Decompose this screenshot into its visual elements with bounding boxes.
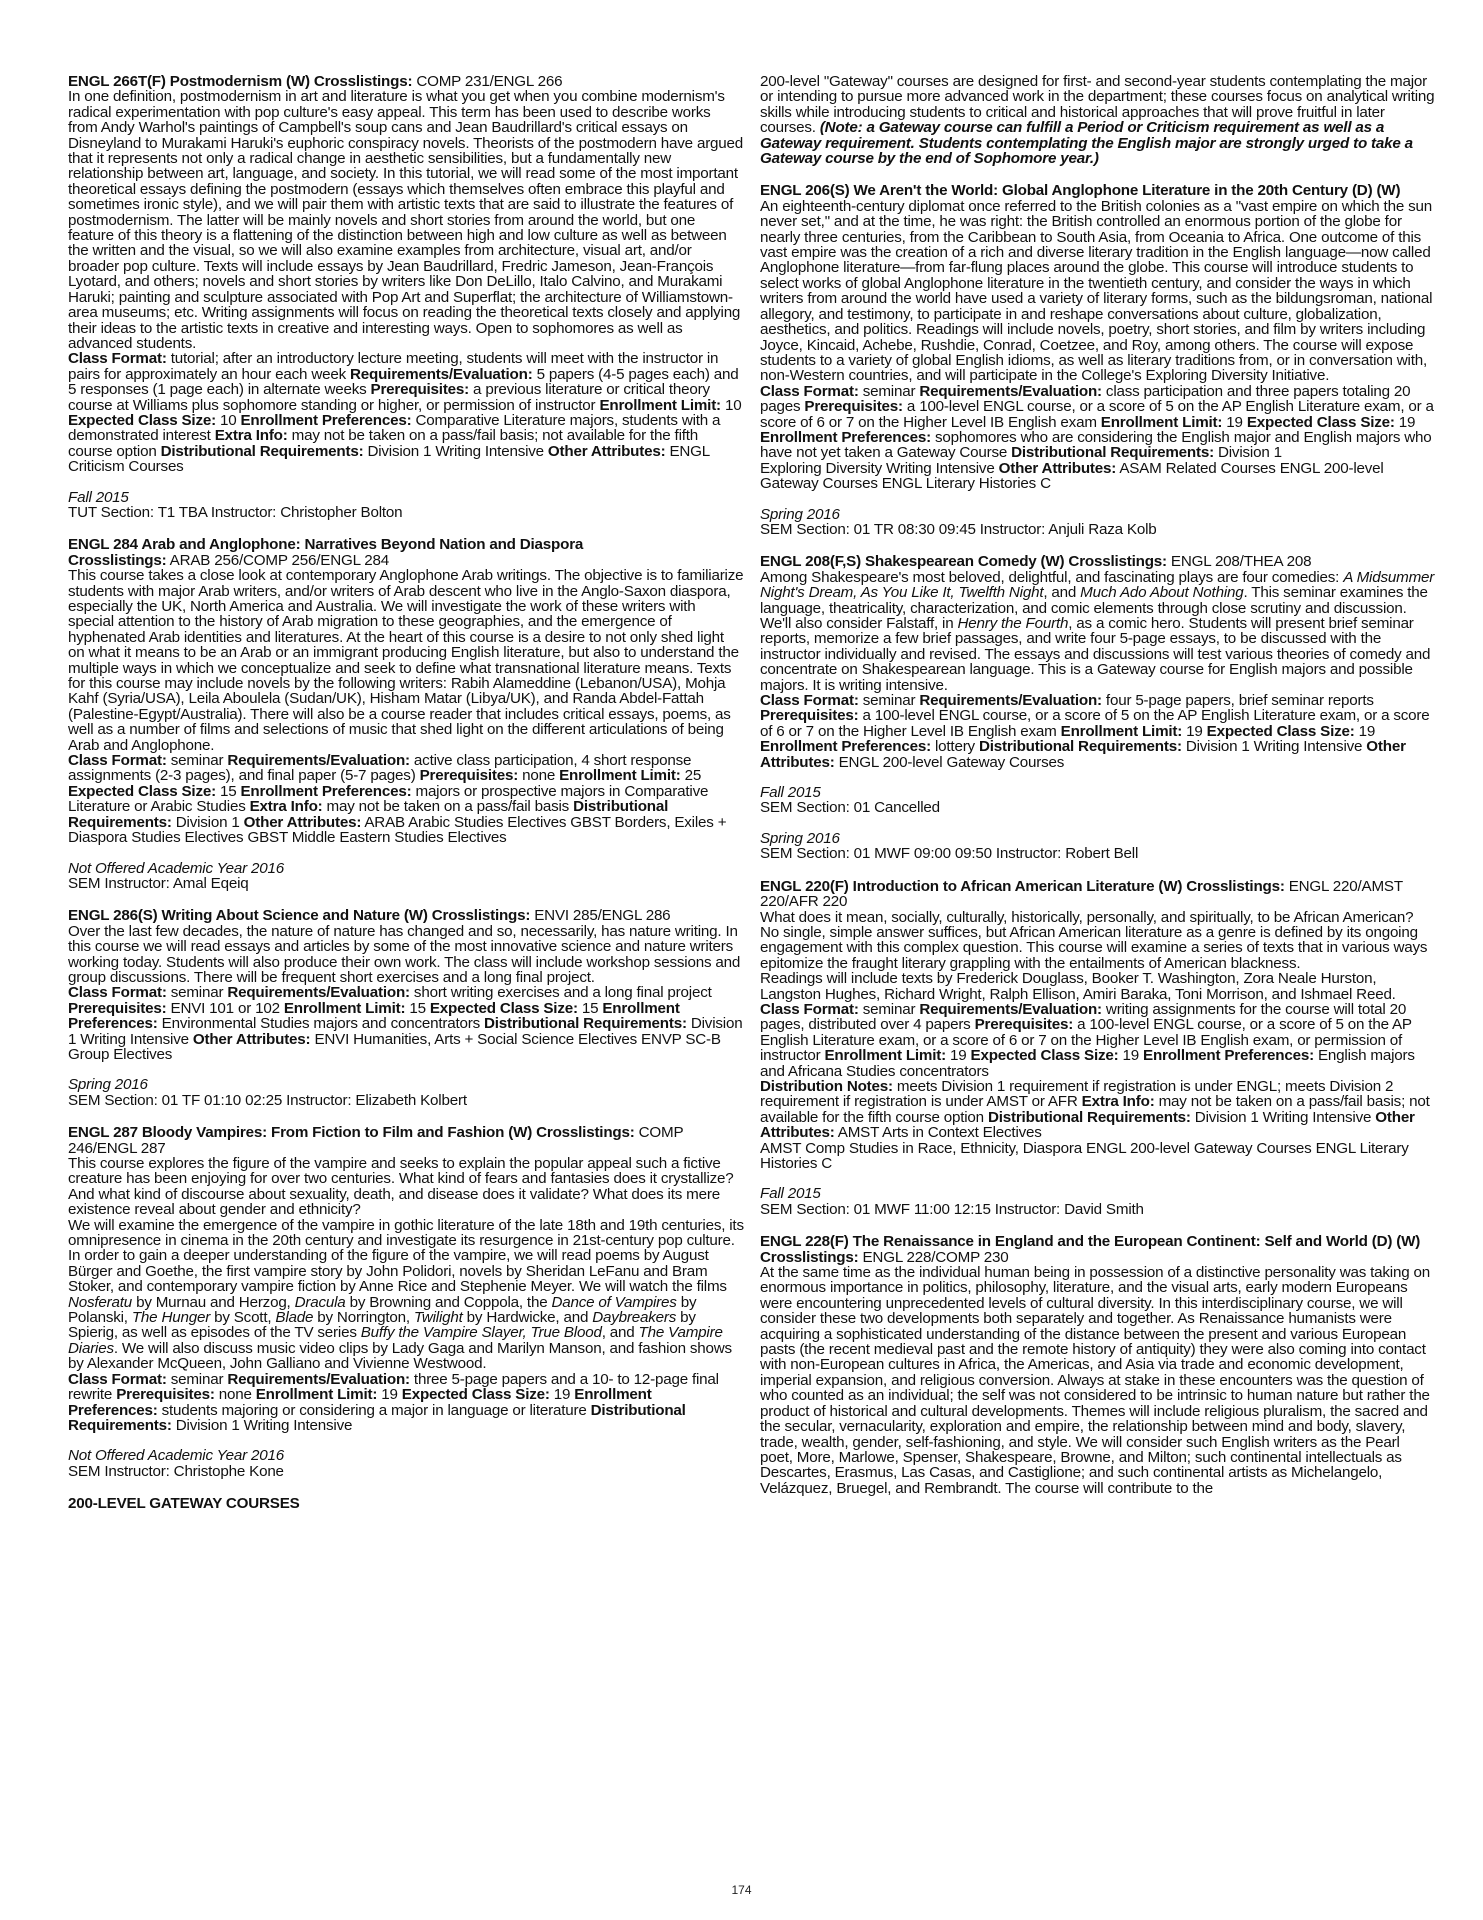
course-title: ENGL 284 Arab and Anglophone: Narratives Beyond Nation and Diaspora <box>68 536 584 554</box>
course-section: SEM Instructor: Christophe Kone <box>68 1462 284 1480</box>
course-description: At the same time as the individual human being in possession of a distinctive personality was taking on enormous importance in politics, philosophy, literature, and the visual arts, early modern Europeans were encountering unprecedented levels of cultural diversity. In this interdisciplinary course, we will consider these two developments both separately and together. As Renaissance humanists were acquiring a sophisticated understanding of the distance between the present and various European pasts (the recent medieval past and the remote history of antiquity) they were also coming into contact with non-European cultures in Africa, the Americas, and Asia via trade and economic development, imperial expansion, and religious conversion. Always at stake in these encounters was the question of who counted as an individual; the self was not considered to be intrinsic to human nature but rather the product of historical and cultural developments. Themes will include religious pluralism, the sacred and the secular, vernacularity, exploration and empire, the relationship between mind and body, slavery, trade, wealth, gender, self-fashioning, and style. We will consider such English writers as the Pearl poet, More, Marlowe, Spenser, Shakespeare, Browne, and Milton; such continental intellectuals as Descartes, Erasmus, Las Casas, and Castiglione; and such continental artists as Michelangelo, Velázquez, Bruegel, and Rembrandt. The course will contribute to the <box>760 1264 1430 1497</box>
course-attributes: AMST Comp Studies in Race, Ethnicity, Diaspora ENGL 200-level Gateway Courses ENGL Literary Histories C <box>760 1139 1409 1172</box>
course-section: SEM Section: 01 Cancelled <box>760 799 940 817</box>
course-title: ENGL 286(S) Writing About Science and Nature (W) <box>68 907 432 925</box>
course-description: In one definition, postmodernism in art and literature is what you get when you combine modernism's radical experimentation with pop culture's easy appeal. This term has been used to describe works from Andy Warhol's paintings of Campbell's soup cans and Jean Baudrillard's critical essays on Disneyland to Murakami Haruki's euphoric conspiracy novels. Theorists of the postmodern have argued that it represents not only a radical change in aesthetic sensibilities, but a fundamentally new relationship between art, language, and society. In this tutorial, we will read some of the most important theoretical essays defining the postmodern (essays which themselves often embrace this playful and sometimes ironic style), and we will pair them with artistic texts that are said to illustrate the features of postmodernism. The latter will be mainly novels and short stories from around the world, but one feature of this theory is a flattening of the distinction between high and low culture as well as between the written and the visual, so we will also examine examples from architecture, visual art, and/or broader pop culture. Texts will include essays by Jean Baudrillard, Fredric Jameson, Jean-François Lyotard, and others; novels and short stories by writers like Don DeLillo, Italo Calvino, and Murakami Haruki; painting and sculpture associated with Pop Art and Superflat; the architecture of Williamstown-area museums; etc. Writing assignments will focus on reading the theoretical texts closely and applying their ideas to the artistic texts in creative and interesting ways. Open to sophomores as well as advanced students. <box>68 88 744 352</box>
left-column <box>68 74 744 1527</box>
course-term: Fall 2015 <box>760 1185 821 1203</box>
course-description: This course takes a close look at contemporary Anglophone Arab writings. The objective is to familiarize students with major Arab writers, and/or writers of Arab descent who live in the Anglo-Saxon diaspora, especially the UK, North America and Australia. We will investigate the work of these writers with special attention to the history of Arab migration to these geographies, and the emergence of hyphenated Arab identities and literatures. At the heart of this course is a desire to not only shed light on what it means to be an Arab or an immigrant producing English literature, but also to understand the multiple ways in which we conceptualize and seek to define what transnational literature means. Texts for this course may include novels by the following writers: Rabih Alameddine (Lebanon/USA), Mohja Kahf (Syria/USA), Leila Aboulela (Sudan/UK), Hisham Matar (Libya/UK), and Randa Abdel-Fattah (Palestine-Egypt/Australia). There will also be a course reader that includes critical essays, poems, as well as a number of films and selections of music that shed light on the different articulations of being Arab and Anglophone. <box>68 567 744 754</box>
course-description: What does it mean, socially, culturally, historically, personally, and spiritually, to be African American? No single, simple answer suffices, but African American literature as a genre is defined by its ongoing engagement with this complex question. This course will examine a series of texts that in various ways epitomize the fraught literary grappling with the entailments of American blackness. <box>760 908 1428 972</box>
course-term: Not Offered Academic Year 2016 <box>68 1447 285 1465</box>
course-entry-engl-286: ENGL 286(S) Writing About Science and Nature (W) Crosslistings: ENVI 285/ENGL 286 Over the last few decades, the nature of nature has changed and so, necessarily, has nature writing. In this course we will read essays and articles by some of the most innovative science and nature writers working today. Students will also produce their own work. The class will include workshop sessions and group discussions. There will be frequent short exercises and a long final project. Class Format: seminar Requirements/Evaluation: short writing exercises and a long final project Prerequisites: ENVI 101 or 102 Enrollment Limit: 15 Expected Class Size: 15 Enrollment Preferences: Environmental Studies majors and concentrators Distributional Requirements: Division 1 Writing Intensive Other Attributes: ENVI Humanities, Arts + Social Science Electives ENVP SC-B Group Electives Spring 2016 SEM Section: 01 TF 01:10 02:25 Instructor: Elizabeth Kolbert <box>68 907 743 1109</box>
course-title: ENGL 266T(F) Postmodernism (W) <box>68 73 314 90</box>
course-details: Class Format: seminar Requirements/Evaluation: four 5-page papers, brief seminar reports Prerequisites: a 100-level ENGL course, or a score of 5 on the AP English Literature exam, or a score of 6 or 7 on the Higher Level IB English exam Enrollment Limit: 19 Expected Class Size: 19 Enrollment Preferences: lottery Distributional Requirements: Division 1 Writing Intensive Other Attributes: ENGL 200-level Gateway Courses <box>760 692 1430 771</box>
page-number: 174 <box>731 1883 752 1897</box>
course-attributes: Exploring Diversity Writing Intensive Other Attributes: ASAM Related Courses ENGL 200-level Gateway Courses ENGL Literary Histories C <box>760 459 1384 493</box>
course-section: SEM Section: 01 TF 01:10 02:25 Instructor: Elizabeth Kolbert <box>68 1091 467 1109</box>
course-entry-engl-284: ENGL 284 Arab and Anglophone: Narratives Beyond Nation and Diaspora Crosslistings: ARAB 256/COMP 256/ENGL 284 This course takes a close look at contemporary Anglophone Arab writings. The objective is to familiarize students with major Arab writers, and/or writers of Arab descent who live in the Anglo-Saxon diaspora, especially the UK, North America and Australia. We will investigate the work of these writers with special attention to the history of Arab migration to these geographies, and the emergence of hyphenated Arab identities and literatures. At the heart of this course is a desire to not only shed light on what it means to be an Arab or an immigrant producing English literature, but also to understand the multiple ways in which we conceptualize and seek to define what transnational literature means. Texts for this course may include novels by the following writers: Rabih Alameddine (Lebanon/USA), Mohja Kahf (Syria/USA), Leila Aboulela (Sudan/UK), Hisham Matar (Libya/UK), and Randa Abdel-Fattah (Palestine-Egypt/Australia). There will also be a course reader that includes critical essays, poems, as well as a number of films and selections of music that shed light on the different articulations of being Arab and Anglophone. Class Format: seminar Requirements/Evaluation: active class participation, 4 short response assignments (2-3 pages), and final paper (5-7 pages) Prerequisites: none Enrollment Limit: 25 Expected Class Size: 15 Enrollment Preferences: majors or prospective majors in Comparative Literature or Arabic Studies Extra Info: may not be taken on a pass/fail basis Distributional Requirements: Division 1 Other Attributes: ARAB Arabic Studies Electives GBST Borders, Exiles + Diaspora Studies Electives GBST Middle Eastern Studies Electives Not Offered Academic Year 2016 SEM Instructor: Amal Eqeiq <box>68 536 744 892</box>
course-entry-engl-206 <box>760 183 1436 537</box>
course-title: ENGL 228(F) The Renaissance in England and the European Continent: Self and World (D) (W) <box>760 1233 1421 1251</box>
course-entry-engl-220: ENGL 220(F) Introduction to African American Literature (W) Crosslistings: ENGL 220/AMST 220/AFR 220 What does it mean, socially, culturally, historically, personally, and spiritually, to be African American? No single, simple answer suffices, but African American literature as a genre is defined by its ongoing engagement with this complex question. This course will examine a series of texts that in various ways epitomize the fraught literary grappling with the entailments of American blackness. Readings will include texts by Frederick Douglass, Booker T. Washington, Zora Neale Hurston, Langston Hughes, Richard Wright, Ralph Ellison, Amiri Baraka, Toni Morrison, and Ishmael Reed. Class Format: seminar Requirements/Evaluation: writing assignments for the course will total 20 pages, distributed over 4 papers Prerequisites: a 100-level ENGL course, or a score of 5 on the AP English Literature exam, or a score of 6 or 7 on the Higher Level IB English exam, or permission of instructor Enrollment Limit: 19 Expected Class Size: 19 Enrollment Preferences: English majors and Africana Studies concentrators Distribution Notes: meets Division 1 requirement if registration is under ENGL; meets Division 2 requirement if registration is under AMST or AFR Extra Info: may not be taken on a pass/fail basis; not available for the fifth course option Distributional Requirements: Division 1 Writing Intensive Other Attributes: AMST Arts in Context Electives AMST Comp Studies in Race, Ethnicity, Diaspora ENGL 200-level Gateway Courses ENGL Literary Histories C Fall 2015 SEM Section: 01 MWF 11:00 12:15 Instructor: David Smith <box>760 879 1436 1218</box>
course-details: Class Format: seminar Requirements/Evaluation: active class participation, 4 short response assignments (2-3 pages), and final paper (5-7 pages) Prerequisites: none Enrollment Limit: 25 Expected Class Size: 15 Enrollment Preferences: majors or prospective majors in Comparative Literature or Arabic Studies Extra Info: may not be taken on a pass/fail basis Distributional Requirements: Division 1 Other Attributes: ARAB Arabic Studies Electives GBST Borders, Exiles + Diaspora Studies Electives GBST Middle Eastern Studies Electives <box>68 752 727 847</box>
course-description: An eighteenth-century diplomat once referred to the British colonies as a "vast empire on which the sun never set," and at the time, he was right: the British controlled an enormous portion of the globe for nearly three centuries, from the Caribbean to South Asia, from Oceania to Africa. One outcome of this vast empire was the creation of a rich and diverse literary tradition in the English language—now called Anglophone literature—from far-flung places around the globe. This course will introduce students to select works of global Anglophone literature in the twentieth century, and consider the ways in which writers from around the world have used a variety of literary forms, such as the bildungsroman, national allegory, and testimony, to participate in and reshape conversations about culture, globalization, aesthetics, and politics. Readings will include novels, poetry, short stories, and film by writers including Joyce, Kincaid, Achebe, Rushdie, Conrad, Coetzee, and Roy, among others. The course will expose students to a variety of global English idioms, as well as literary traditions from, or in conversation with, non-Western countries, and will participate in the College's Exploring Diversity Initiative. <box>760 197 1433 385</box>
course-title: ENGL 208(F,S) Shakespearean Comedy (W) <box>760 553 1069 571</box>
course-description: Among Shakespeare's most beloved, delightful, and fascinating plays are four comedies: A Midsummer Night's Dream, As You Like It, Twelfth Night, and Much Ado About Nothing. This seminar examines the language, theatricality, characterization, and comic elements through close scrutiny and discussion. We'll also consider Falstaff, in Henry the Fourth, as a comic hero. Students will present brief seminar reports, memorize a few brief passages, and write four 5-page essays, to be discussed with the instructor individually and revised. The essays and discussions will test various theories of comedy and concentrate on Shakespearean language. This is a Gateway course for English majors and possible majors. It is writing intensive. <box>760 568 1435 694</box>
course-term: Spring 2016 <box>760 505 840 523</box>
course-term: Spring 2016 <box>68 1076 148 1094</box>
course-description: Over the last few decades, the nature of nature has changed and so, necessarily, has nature writing. In this course we will read essays and articles by some of the most innovative science and nature writers working today. Students will also produce their own work. The class will include workshop sessions and group discussions. There will be frequent short exercises and a long final project. <box>68 922 741 986</box>
course-details: Class Format: tutorial; after an introductory lecture meeting, students will meet with the instructor in pairs for approximately an hour each week Requirements/Evaluation: 5 papers (4-5 pages each) and 5 responses (1 page each) in alternate weeks Prerequisites: a previous literature or critical theory course at Williams plus sophomore standing or higher, or permission of instructor Enrollment Limit: 10 Expected Class Size: 10 Enrollment Preferences: Comparative Literature majors, students with a demonstrated interest Extra Info: may not be taken on a pass/fail basis; not available for the fifth course option Distributional Requirements: Division 1 Writing Intensive Other Attributes: ENGL Criticism Courses <box>68 350 742 476</box>
course-title: ENGL 206(S) We Aren't the World: Global Anglophone Literature in the 20th Century (D) (W) <box>760 182 1401 200</box>
course-description-2: Readings will include texts by Frederick Douglass, Booker T. Washington, Zora Neale Hurston, Langston Hughes, Richard Wright, Ralph Ellison, Amiri Baraka, Toni Morrison, and Ishmael Reed. <box>760 970 1396 1003</box>
section-heading: 200-LEVEL GATEWAY COURSES <box>68 1495 300 1513</box>
course-entry-engl-287: ENGL 287 Bloody Vampires: From Fiction to Film and Fashion (W) Crosslistings: COMP 246/ENGL 287 This course explores the figure of the vampire and seeks to explain the popular appeal such a fictive creature has been enjoying for over two centuries. What kind of fears and fantasies does it crystallize? And what kind of discourse about sexuality, death, and disease does it validate? What does its mere existence reveal about gender and ethnicity? We will examine the emergence of the vampire in gothic literature of the late 18th and 19th centuries, its omnipresence in cinema in the 20th century and investigate its resurgence in 21st-century pop culture. In order to gain a deeper understanding of the figure of the vampire, we will read poems by August Bürger and Goethe, the first vampire story by John Polidori, novels by Sheridan LeFanu and Bram Stoker, and contemporary vampire fiction by Anne Rice and Stephenie Meyer. We will watch the films Nosferatu by Murnau and Herzog, Dracula by Browning and Coppola, the Dance of Vampires by Polanski, The Hunger by Scott, Blade by Norrington, Twilight by Hardwicke, and Daybreakers by Spierig, as well as episodes of the TV series Buffy the Vampire Slayer, True Blood, and The Vampire Diaries. We will also discuss music video clips by Lady Gaga and Marilyn Manson, and fashion shows by Alexander McQueen, John Galliano and Vivienne Westwood. Class Format: seminar Requirements/Evaluation: three 5-page papers and a 10- to 12-page final rewrite Prerequisites: none Enrollment Limit: 19 Expected Class Size: 19 Enrollment Preferences: students majoring or considering a major in language or literature Distributional Requirements: Division 1 Writing Intensive Not Offered Academic Year 2016 SEM Instructor: Christophe Kone <box>68 1124 744 1480</box>
right-column <box>760 74 1436 1513</box>
gateway-intro: 200-level "Gateway" courses are designed for first- and second-year students contemplating the major or intending to pursue more advanced work in the department; these courses focus on analytical writing skills while introducing students to critical and historical approaches that will prove fruitful in later courses. (Note: a Gateway course can fulfill a Period or Criticism requirement as well as a Gateway requirement. Students contemplating the English major are strongly urged to take a Gateway course by the end of Sophomore year.) <box>760 73 1435 168</box>
course-term: Fall 2015 <box>760 784 821 802</box>
course-details: Class Format: seminar Requirements/Evaluation: class participation and three papers totaling 20 pages Prerequisites: a 100-level ENGL course, or a score of 5 on the AP English Literature exam, or a score of 6 or 7 on the Higher Level IB English exam Enrollment Limit: 19 Expected Class Size: 19 Enrollment Preferences: sophomores who are considering the English major and English majors who have not yet taken a Gateway Course Distributional Requirements: Division 1 <box>760 382 1434 462</box>
course-entry-engl-266: ENGL 266T(F) Postmodernism (W) Crosslistings: COMP 231/ENGL 266 In one definition, postmodernism in art and literature is what you get when you combine modernism's radical experimentation with pop culture's easy appeal. This term has been used to describe works from Andy Warhol's paintings of Campbell's soup cans and Jean Baudrillard's critical essays on Disneyland to Murakami Haruki's euphoric conspiracy novels. Theorists of the postmodern have argued that it represents not only a radical change in aesthetic sensibilities, but a fundamentally new relationship between art, language, and society. In this tutorial, we will read some of the most important theoretical essays defining the postmodern (essays which themselves often embrace this playful and sometimes ironic style), and we will pair them with artistic texts that are said to illustrate the features of postmodernism. The latter will be mainly novels and short stories from around the world, but one feature of this theory is a flattening of the distinction between high and low culture as well as between the written and the visual, so we will also examine examples from architecture, visual art, and/or broader pop culture. Texts will include essays by Jean Baudrillard, Fredric Jameson, Jean-François Lyotard, and others; novels and short stories by writers like Don DeLillo, Italo Calvino, and Murakami Haruki; painting and sculpture associated with Pop Art and Superflat; the architecture of Williamstown-area museums; etc. Writing assignments will focus on reading the theoretical texts closely and applying their ideas to the artistic texts in creative and interesting ways. Open to sophomores as well as advanced students. Class Format: tutorial; after an introductory lecture meeting, students will meet with the instructor in pairs for approximately an hour each week Requirements/Evaluation: 5 papers (4-5 pages each) and 5 responses (1 page each) in alternate weeks Prerequisites: a previous literature or critical theory course at Williams plus sophomore standing or higher, or permission of instructor Enrollment Limit: 10 Expected Class Size: 10 Enrollment Preferences: Comparative Literature majors, students with a demonstrated interest Extra Info: may not be taken on a pass/fail basis; not available for the fifth course option Distributional Requirements: Division 1 Writing Intensive Other Attributes: ENGL Criticism Courses Fall 2015 TUT Section: T1 TBA Instructor: Christopher Bolton <box>68 73 744 521</box>
course-term: Not Offered Academic Year 2016 <box>68 859 285 877</box>
course-entry-engl-228: ENGL 228(F) The Renaissance in England and the European Continent: Self and World (D) (W) Crosslistings: ENGL 228/COMP 230 At the same time as the individual human being in possession of a distinctive personality was taking on enormous importance in politics, philosophy, literature, and the visual arts, early modern Europeans were encountering unprecedented levels of cultural diversity. In this interdisciplinary course, we will consider these two developments both separately and together. As Renaissance humanists were acquiring a sophisticated understanding of the distance between the present and various European pasts (the recent medieval past and the remote history of antiquity) they were also coming into contact with non-European cultures in Africa, the Americas, and Asia via trade and economic development, imperial expansion, and religious conversion. Always at stake in these encounters was the question of who counted as an individual; the self was not considered to be intrinsic to human nature but rather the product of historical and cultural developments. Themes will include religious pluralism, the sacred and the secular, vernacularity, exploration and empire, the relationship between mind and body, slavery, trade, wealth, gender, self-fashioning, and style. We will consider such English writers as the Pearl poet, More, Marlowe, Spenser, Shakespeare, Browne, and Milton; such continental intellectuals as Descartes, Erasmus, Las Casas, and Castiglione; and such continental artists as Michelangelo, Velázquez, Bruegel, and Rembrandt. The course will contribute to the <box>760 1234 1436 1496</box>
course-details: Class Format: seminar Requirements/Evaluation: writing assignments for the course will total 20 pages, distributed over 4 papers Prerequisites: a 100-level ENGL course, or a score of 5 on the AP English Literature exam, or a score of 6 or 7 on the Higher Level IB English exam, or permission of instructor Enrollment Limit: 19 Expected Class Size: 19 Enrollment Preferences: English majors and Africana Studies concentrators <box>760 1000 1415 1080</box>
course-details: Class Format: seminar Requirements/Evaluation: short writing exercises and a long final project Prerequisites: ENVI 101 or 102 Enrollment Limit: 15 Expected Class Size: 15 Enrollment Preferences: Environmental Studies majors and concentrators Distributional Requirements: Division 1 Writing Intensive Other Attributes: ENVI Humanities, Arts + Social Science Electives ENVP SC-B Group Electives <box>68 984 743 1063</box>
course-section: SEM Section: 01 TR 08:30 09:45 Instructor: Anjuli Raza Kolb <box>760 520 1157 538</box>
course-description: This course explores the figure of the vampire and seeks to explain the popular appeal such a fictive creature has been enjoying for over two centuries. What kind of fears and fantasies does it crystallize? And what kind of discourse about sexuality, death, and disease does it validate? What does its mere existence reveal about gender and ethnicity? <box>68 1155 734 1219</box>
course-section: TUT Section: T1 TBA Instructor: Christopher Bolton <box>68 503 403 521</box>
course-entry-engl-208: ENGL 208(F,S) Shakespearean Comedy (W) Crosslistings: ENGL 208/THEA 208 Among Shakespeare's most beloved, delightful, and fascinating plays are four comedies: A Midsummer Night's Dream, As You Like It, Twelfth Night, and Much Ado About Nothing. This seminar examines the language, theatricality, characterization, and comic elements through close scrutiny and discussion. We'll also consider Falstaff, in Henry the Fourth, as a comic hero. Students will present brief seminar reports, memorize a few brief passages, and write four 5-page essays, to be discussed with the instructor individually and revised. The essays and discussions will test various theories of comedy and concentrate on Shakespearean language. This is a Gateway course for English majors and possible majors. It is writing intensive. Class Format: seminar Requirements/Evaluation: four 5-page papers, brief seminar reports Prerequisites: a 100-level ENGL course, or a score of 5 on the AP English Literature exam, or a score of 6 or 7 on the Higher Level IB English exam Enrollment Limit: 19 Expected Class Size: 19 Enrollment Preferences: lottery Distributional Requirements: Division 1 Writing Intensive Other Attributes: ENGL 200-level Gateway Courses Fall 2015 SEM Section: 01 Cancelled Spring 2016 SEM Section: 01 MWF 09:00 09:50 Instructor: Robert Bell <box>760 553 1435 863</box>
course-section: SEM Section: 01 MWF 11:00 12:15 Instructor: David Smith <box>760 1200 1144 1218</box>
course-term: Fall 2015 <box>68 488 129 506</box>
course-details-2: Distribution Notes: meets Division 1 requirement if registration is under ENGL; meets Division 2 requirement if registration is under AMST or AFR Extra Info: may not be taken on a pass/fail basis; not available for the fifth course option Distributional Requirements: Division 1 Writing Intensive Other Attributes: AMST Arts in Context Electives <box>760 1077 1430 1142</box>
course-term: Spring 2016 <box>760 829 840 847</box>
course-title: ENGL 287 Bloody Vampires: From Fiction to Film and Fashion (W) <box>68 1124 537 1142</box>
course-section: SEM Section: 01 MWF 09:00 09:50 Instructor: Robert Bell <box>760 845 1139 863</box>
course-details: Class Format: seminar Requirements/Evaluation: three 5-page papers and a 10- to 12-page final rewrite Prerequisites: none Enrollment Limit: 19 Expected Class Size: 19 Enrollment Preferences: students majoring or considering a major in language or literature Distributional Requirements: Division 1 Writing Intensive <box>68 1370 719 1434</box>
course-description-2: We will examine the emergence of the vampire in gothic literature of the late 18th and 19th centuries, its omnipresence in cinema in the 20th century and investigate its resurgence in 21st-century pop culture. In order to gain a deeper understanding of the figure of the vampire, we will read poems by August Bürger and Goethe, the first vampire story by John Polidori, novels by Sheridan LeFanu and Bram Stoker, and contemporary vampire fiction by Anne Rice and Stephenie Meyer. We will watch the films Nosferatu by Murnau and Herzog, Dracula by Browning and Coppola, the Dance of Vampires by Polanski, The Hunger by Scott, Blade by Norrington, Twilight by Hardwicke, and Daybreakers by Spierig, as well as episodes of the TV series Buffy the Vampire Slayer, True Blood, and The Vampire Diaries. We will also discuss music video clips by Lady Gaga and Marilyn Manson, and fashion shows by Alexander McQueen, John Galliano and Vivienne Westwood. <box>68 1216 744 1373</box>
course-title: ENGL 220(F) Introduction to African American Literature (W) <box>760 877 1187 895</box>
course-section: SEM Instructor: Amal Eqeiq <box>68 874 249 892</box>
